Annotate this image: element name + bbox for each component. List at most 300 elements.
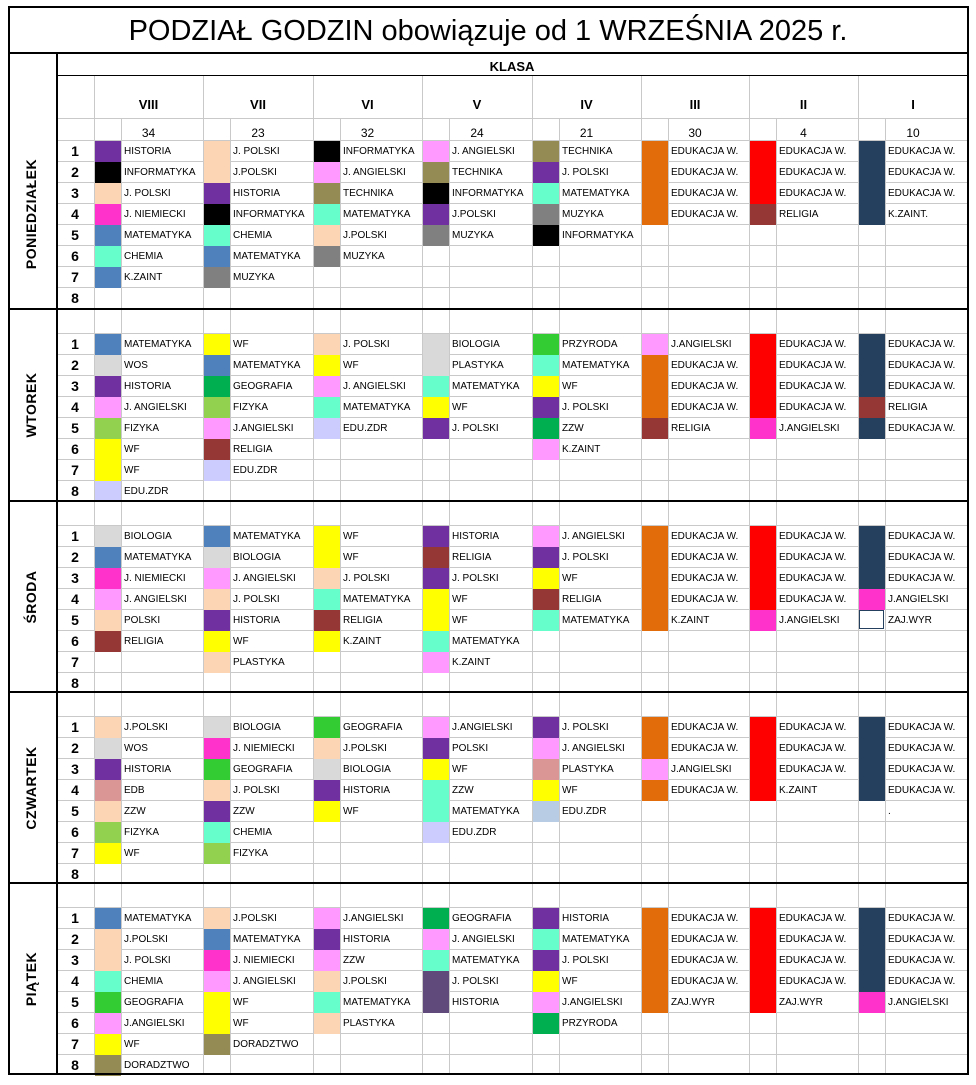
lesson-subject: RELIGIA (124, 636, 164, 647)
subject-color-swatch (95, 759, 121, 780)
lesson-subject: WF (562, 381, 578, 392)
lesson-subject: EDUKACJA W. (779, 743, 847, 754)
lesson-subject: WF (343, 806, 359, 817)
lesson-subject: J.POLSKI (124, 934, 168, 945)
lesson-subject: RELIGIA (343, 615, 383, 626)
grid-line (56, 480, 968, 481)
lesson-subject: BIOLOGIA (124, 531, 172, 542)
lesson-subject: EDUKACJA W. (671, 188, 739, 199)
class-header-label: KLASA (489, 58, 535, 74)
subject-color-swatch (750, 759, 776, 780)
grid-line (56, 417, 968, 418)
period-number: 4 (71, 591, 79, 607)
border-line (967, 6, 969, 1075)
subject-color-swatch (204, 652, 230, 673)
lesson-subject: DORADZTWO (124, 1060, 190, 1071)
subject-color-swatch (642, 334, 668, 355)
grid-line (56, 161, 968, 162)
lesson-subject: MATEMATYKA (562, 188, 630, 199)
subject-color-swatch (750, 908, 776, 929)
lesson-subject: EDB (124, 785, 145, 796)
subject-color-swatch (95, 418, 121, 439)
lesson-subject: EDUKACJA W. (888, 743, 956, 754)
subject-color-swatch (533, 439, 559, 460)
lesson-subject: FIZYKA (233, 402, 269, 413)
period-number: 3 (71, 952, 79, 968)
subject-color-swatch (204, 759, 230, 780)
subject-color-swatch (533, 717, 559, 738)
lesson-subject: EDUKACJA W. (671, 934, 739, 945)
period-number: 3 (71, 378, 79, 394)
class-size: 30 (688, 126, 702, 140)
subject-color-swatch (314, 759, 340, 780)
lesson-subject: J.ANGIELSKI (124, 1018, 185, 1029)
lesson-subject: MATEMATYKA (452, 955, 520, 966)
subject-color-swatch (423, 822, 449, 843)
lesson-subject: RELIGIA (888, 402, 928, 413)
subject-color-swatch (533, 589, 559, 610)
grid-line (230, 502, 231, 692)
grid-line (776, 310, 777, 501)
lesson-subject: EDUKACJA W. (779, 573, 847, 584)
lesson-subject: J.POLSKI (343, 230, 387, 241)
lesson-subject: RELIGIA (233, 444, 273, 455)
lesson-subject: EDUKACJA W. (671, 573, 739, 584)
subject-color-swatch (642, 992, 668, 1013)
subject-color-swatch (204, 801, 230, 822)
subject-color-swatch (642, 547, 668, 568)
subject-color-swatch (204, 717, 230, 738)
period-number: 1 (71, 910, 79, 926)
lesson-subject: EDUKACJA W. (779, 167, 847, 178)
grid-line (56, 203, 968, 204)
grid-line (56, 651, 968, 652)
lesson-subject: EDUKACJA W. (671, 955, 739, 966)
lesson-subject: EDUKACJA W. (888, 764, 956, 775)
lesson-subject: EDUKACJA W. (779, 552, 847, 563)
lesson-subject: J.POLSKI (343, 976, 387, 987)
lesson-subject: EDUKACJA W. (671, 913, 739, 924)
day-label-3: CZWARTEK (23, 745, 39, 830)
day-label-1: WTOREK (23, 372, 39, 438)
lesson-subject: DORADZTWO (233, 1039, 299, 1050)
subject-color-swatch (750, 526, 776, 547)
day-label-2: ŚRODA (23, 569, 39, 624)
lesson-subject: J. POLSKI (233, 146, 280, 157)
subject-color-swatch (642, 759, 668, 780)
lesson-subject: K.ZAINT (779, 785, 818, 796)
lesson-subject: HISTORIA (343, 785, 391, 796)
lesson-subject: MUZYKA (233, 272, 275, 283)
subject-color-swatch (204, 376, 230, 397)
lesson-subject: J. ANGIELSKI (124, 402, 187, 413)
grid-line (230, 693, 231, 883)
grid-line (230, 884, 231, 1074)
subject-color-swatch (859, 950, 885, 971)
subject-color-swatch (95, 267, 121, 288)
border-line (56, 52, 58, 1074)
subject-color-swatch (642, 971, 668, 992)
lesson-subject: K.ZAINT (124, 272, 163, 283)
subject-color-swatch (859, 908, 885, 929)
period-number: 7 (71, 654, 79, 670)
lesson-subject: EDUKACJA W. (671, 167, 739, 178)
lesson-subject: EDU.ZDR (124, 486, 169, 497)
subject-color-swatch (750, 334, 776, 355)
lesson-subject: MATEMATYKA (124, 339, 192, 350)
period-number: 3 (71, 570, 79, 586)
grid-line (340, 502, 341, 692)
grid-line (56, 224, 968, 225)
period-number: 4 (71, 206, 79, 222)
grid-line (559, 693, 560, 883)
subject-color-swatch (423, 183, 449, 204)
lesson-subject: WF (233, 997, 249, 1008)
lesson-subject: MUZYKA (343, 251, 385, 262)
subject-color-swatch (750, 950, 776, 971)
subject-color-swatch (750, 589, 776, 610)
subject-color-swatch (95, 631, 121, 652)
period-number: 5 (71, 612, 79, 628)
grid-line (56, 863, 968, 864)
grid-line (56, 779, 968, 780)
lesson-subject: INFORMATYKA (124, 167, 196, 178)
subject-color-swatch (95, 246, 121, 267)
lesson-subject: J. POLSKI (562, 402, 609, 413)
grid-line (56, 842, 968, 843)
lesson-subject: EDUKACJA W. (671, 552, 739, 563)
lesson-subject: ZAJ.WYR (671, 997, 715, 1008)
lesson-subject: EDU.ZDR (343, 423, 388, 434)
subject-color-swatch (204, 183, 230, 204)
subject-color-swatch (859, 738, 885, 759)
lesson-subject: ZZW (452, 785, 474, 796)
lesson-subject: HISTORIA (452, 531, 500, 542)
lesson-subject: WF (233, 636, 249, 647)
subject-color-swatch (314, 246, 340, 267)
lesson-subject: J. POLSKI (124, 188, 171, 199)
lesson-subject: J.POLSKI (233, 167, 277, 178)
subject-color-swatch (423, 801, 449, 822)
lesson-subject: POLSKI (124, 615, 161, 626)
grid-line (885, 119, 886, 309)
subject-color-swatch (642, 204, 668, 225)
period-number: 3 (71, 761, 79, 777)
lesson-subject: J.ANGIELSKI (343, 913, 404, 924)
subject-color-swatch (642, 780, 668, 801)
lesson-subject: MATEMATYKA (452, 636, 520, 647)
subject-color-swatch (95, 589, 121, 610)
subject-color-swatch (204, 225, 230, 246)
lesson-subject: PLASTYKA (233, 657, 285, 668)
subject-color-swatch (533, 610, 559, 631)
period-number: 4 (71, 399, 79, 415)
lesson-subject: MATEMATYKA (343, 402, 411, 413)
subject-color-swatch (423, 610, 449, 631)
subject-color-swatch (204, 822, 230, 843)
grid-line (56, 609, 968, 610)
lesson-subject: EDUKACJA W. (888, 722, 956, 733)
lesson-subject: HISTORIA (124, 381, 172, 392)
subject-color-swatch (423, 780, 449, 801)
lesson-subject: EDUKACJA W. (779, 188, 847, 199)
subject-color-swatch (859, 589, 885, 610)
grid-line (56, 182, 968, 183)
subject-color-swatch (95, 1034, 121, 1055)
lesson-subject: EDUKACJA W. (671, 146, 739, 157)
grid-line (230, 310, 231, 501)
border-line (8, 882, 968, 884)
subject-color-swatch (314, 397, 340, 418)
lesson-subject: EDUKACJA W. (888, 360, 956, 371)
subject-color-swatch (750, 568, 776, 589)
lesson-subject: GEOGRAFIA (233, 764, 293, 775)
lesson-subject: EDUKACJA W. (779, 360, 847, 371)
subject-color-swatch (642, 929, 668, 950)
class-size: 34 (141, 126, 156, 140)
border-line (8, 1073, 968, 1075)
class-name: IV (580, 97, 593, 112)
subject-color-swatch (750, 355, 776, 376)
subject-color-swatch (859, 780, 885, 801)
subject-color-swatch (423, 738, 449, 759)
class-name: VIII (138, 97, 159, 112)
border-line (8, 6, 968, 8)
lesson-subject: EDUKACJA W. (779, 146, 847, 157)
lesson-subject: J.POLSKI (343, 743, 387, 754)
subject-color-swatch (423, 418, 449, 439)
subject-color-swatch (423, 908, 449, 929)
lesson-subject: EDUKACJA W. (671, 594, 739, 605)
grid-line (56, 672, 968, 673)
lesson-subject: J. ANGIELSKI (452, 934, 515, 945)
lesson-subject: MUZYKA (452, 230, 494, 241)
lesson-subject: PLASTYKA (562, 764, 614, 775)
subject-color-swatch (423, 631, 449, 652)
lesson-subject: CHEMIA (124, 976, 163, 987)
subject-color-swatch (750, 141, 776, 162)
subject-color-swatch (859, 397, 885, 418)
subject-color-swatch (642, 162, 668, 183)
subject-color-swatch (314, 971, 340, 992)
subject-color-swatch (750, 397, 776, 418)
subject-color-swatch (423, 971, 449, 992)
grid-line (56, 333, 968, 334)
lesson-subject: J. ANGIELSKI (343, 381, 406, 392)
lesson-subject: ZAJ.WYR (888, 615, 932, 626)
lesson-subject: J. POLSKI (343, 573, 390, 584)
lesson-subject: INFORMATYKA (233, 209, 305, 220)
period-number: 3 (71, 185, 79, 201)
subject-color-swatch (314, 355, 340, 376)
grid-line (885, 693, 886, 883)
subject-color-swatch (95, 355, 121, 376)
lesson-subject: J.ANGIELSKI (671, 339, 732, 350)
subject-color-swatch (859, 355, 885, 376)
day-label-4: PIĄTEK (23, 951, 39, 1006)
subject-color-swatch (859, 992, 885, 1013)
subject-color-swatch (642, 717, 668, 738)
grid-line (449, 693, 450, 883)
subject-color-swatch (423, 334, 449, 355)
subject-color-swatch (533, 547, 559, 568)
grid-line (559, 884, 560, 1074)
subject-color-swatch (314, 950, 340, 971)
subject-color-swatch (314, 992, 340, 1013)
lesson-subject: EDU.ZDR (452, 827, 497, 838)
period-number: 7 (71, 462, 79, 478)
lesson-subject: WF (124, 465, 140, 476)
period-number: 2 (71, 549, 79, 565)
subject-color-swatch (204, 950, 230, 971)
subject-color-swatch (423, 526, 449, 547)
period-number: 7 (71, 1036, 79, 1052)
period-number: 4 (71, 973, 79, 989)
lesson-subject: EDUKACJA W. (888, 339, 956, 350)
subject-color-swatch (314, 801, 340, 822)
subject-color-swatch (204, 589, 230, 610)
subject-color-swatch (204, 141, 230, 162)
subject-color-swatch (314, 225, 340, 246)
grid-line (340, 693, 341, 883)
grid-line (56, 800, 968, 801)
lesson-subject: EDU.ZDR (233, 465, 278, 476)
lesson-subject: J.ANGIELSKI (562, 997, 623, 1008)
lesson-subject: ZZW (124, 806, 146, 817)
lesson-subject: INFORMATYKA (343, 146, 415, 157)
lesson-subject: HISTORIA (124, 764, 172, 775)
lesson-subject: J. ANGIELSKI (233, 976, 296, 987)
lesson-subject: PLASTYKA (343, 1018, 395, 1029)
grid-line (56, 1054, 968, 1055)
subject-color-swatch (750, 717, 776, 738)
subject-color-swatch (642, 141, 668, 162)
grid-line (56, 140, 968, 141)
lesson-subject: EDUKACJA W. (671, 531, 739, 542)
grid-line (56, 1012, 968, 1013)
lesson-subject: EDUKACJA W. (671, 402, 739, 413)
grid-line (56, 567, 968, 568)
subject-color-swatch (314, 204, 340, 225)
subject-color-swatch (204, 929, 230, 950)
lesson-subject: MATEMATYKA (452, 381, 520, 392)
lesson-subject: MATEMATYKA (233, 531, 301, 542)
lesson-subject: PRZYRODA (562, 339, 618, 350)
subject-color-swatch (533, 971, 559, 992)
grid-line (668, 502, 669, 692)
subject-color-swatch (95, 610, 121, 631)
subject-color-swatch (533, 780, 559, 801)
subject-color-swatch (533, 950, 559, 971)
class-size: 32 (360, 126, 375, 140)
subject-color-swatch (859, 526, 885, 547)
lesson-subject: FIZYKA (124, 423, 160, 434)
lesson-subject: MATEMATYKA (233, 360, 301, 371)
subject-color-swatch (533, 929, 559, 950)
subject-color-swatch (95, 801, 121, 822)
subject-color-swatch (859, 376, 885, 397)
lesson-subject: K.ZAINT (671, 615, 710, 626)
period-number: 8 (71, 675, 79, 691)
grid-line (56, 118, 968, 119)
lesson-subject: J.ANGIELSKI (888, 594, 949, 605)
lesson-subject: EDUKACJA W. (888, 785, 956, 796)
grid-line (56, 991, 968, 992)
subject-color-swatch (533, 526, 559, 547)
day-label-0: PONIEDZIAŁEK (23, 158, 39, 269)
class-name: II (799, 97, 808, 112)
subject-color-swatch (859, 759, 885, 780)
subject-color-swatch (533, 418, 559, 439)
period-number: 6 (71, 824, 79, 840)
lesson-subject: J.ANGIELSKI (452, 722, 513, 733)
lesson-subject: ZZW (562, 423, 584, 434)
class-size: 4 (800, 126, 807, 140)
subject-color-swatch (314, 589, 340, 610)
subject-color-swatch (750, 992, 776, 1013)
subject-color-swatch (314, 526, 340, 547)
period-number: 7 (71, 269, 79, 285)
period-number: 1 (71, 719, 79, 735)
subject-color-swatch (533, 376, 559, 397)
subject-color-swatch (204, 439, 230, 460)
lesson-subject: EDUKACJA W. (779, 934, 847, 945)
lesson-subject: J.POLSKI (124, 722, 168, 733)
grid-line (56, 1033, 968, 1034)
subject-color-swatch (314, 631, 340, 652)
period-number: 6 (71, 441, 79, 457)
page-title: PODZIAŁ GODZIN obowiązuje od 1 WRZEŚNIA 2025 r. (128, 14, 848, 47)
subject-color-swatch (204, 355, 230, 376)
grid-line (885, 310, 886, 501)
period-number: 6 (71, 633, 79, 649)
grid-line (559, 502, 560, 692)
grid-line (56, 970, 968, 971)
subject-color-swatch (314, 418, 340, 439)
grid-line (776, 502, 777, 692)
subject-color-swatch (204, 204, 230, 225)
grid-line (56, 630, 968, 631)
lesson-subject: CHEMIA (233, 827, 272, 838)
subject-color-swatch (204, 992, 230, 1013)
grid-line (230, 119, 231, 309)
grid-line (668, 693, 669, 883)
subject-color-swatch (533, 908, 559, 929)
lesson-subject: RELIGIA (562, 594, 602, 605)
grid-line (340, 119, 341, 309)
grid-line (340, 884, 341, 1074)
subject-color-swatch (533, 397, 559, 418)
period-number: 5 (71, 420, 79, 436)
lesson-subject: J. ANGIELSKI (562, 531, 625, 542)
lesson-subject: WF (124, 848, 140, 859)
lesson-subject: WF (452, 402, 468, 413)
lesson-subject: INFORMATYKA (562, 230, 634, 241)
period-number: 6 (71, 1015, 79, 1031)
subject-color-swatch (204, 397, 230, 418)
lesson-subject: EDUKACJA W. (779, 339, 847, 350)
class-name: I (911, 97, 915, 112)
subject-color-swatch (423, 547, 449, 568)
lesson-subject: EDUKACJA W. (779, 594, 847, 605)
subject-color-swatch (204, 1034, 230, 1055)
lesson-subject: EDUKACJA W. (888, 146, 956, 157)
subject-color-swatch (423, 355, 449, 376)
lesson-subject: MATEMATYKA (233, 934, 301, 945)
class-name: V (472, 97, 482, 112)
lesson-subject: J.ANGIELSKI (779, 615, 840, 626)
subject-color-swatch (423, 141, 449, 162)
